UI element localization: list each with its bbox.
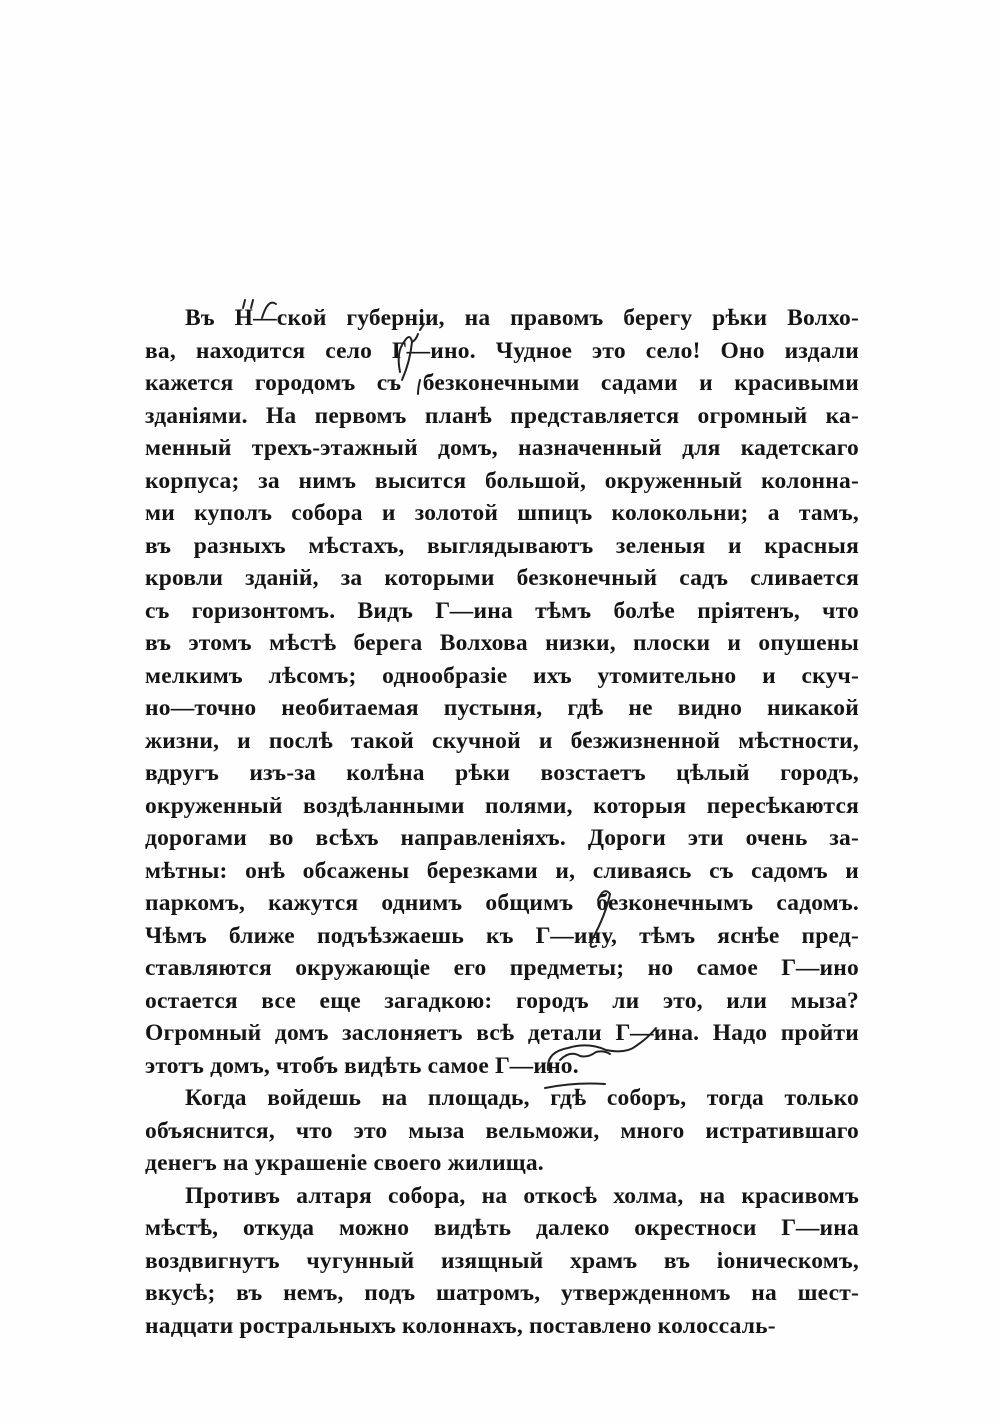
text-line: ми куполъ собора и золотой шпицъ колокольни; а тамъ, (145, 500, 859, 526)
text-line: вкусѣ; въ немъ, подъ шатромъ, утвержденномъ на шест- (145, 1280, 859, 1306)
text-line: кровли зданій, за которыми безконечный садъ сливается (145, 565, 859, 591)
text-line: ва, находится село Г—ино. Чудное это село! Оно издали (145, 337, 859, 364)
body-text (145, 302, 859, 1342)
text-line: вдругъ изъ-за колѣна рѣки возстаетъ цѣлый городъ, (145, 760, 859, 786)
text-line: паркомъ, кажутся однимъ общимъ безконечнымъ садомъ. (145, 890, 859, 916)
text-line: Противъ алтаря собора, на откосѣ холма, на красивомъ (185, 1182, 859, 1209)
text-line: дорогами во всѣхъ направленіяхъ. Дороги эти очень за- (145, 825, 859, 851)
text-line: съ горизонтомъ. Видъ Г—ина тѣмъ болѣе пріятенъ, что (145, 597, 859, 624)
text-line: менный трехъ-этажный домъ, назначенный для кадетскаго (145, 435, 859, 461)
text-line: денегъ на украшеніе своего жилища. (145, 1150, 544, 1176)
text-line: Чѣмъ ближе подъѣзжаешь къ Г—ину, тѣмъ яснѣе пред- (145, 922, 859, 949)
text-line: этотъ домъ, чтобъ видѣть самое Г—ино. (145, 1052, 579, 1079)
text-line: въ этомъ мѣстѣ берега Волхова низки, плоски и опушены (145, 630, 859, 656)
text-line: объяснится, что это мыза вельможи, много истратившаго (145, 1117, 859, 1144)
text-line: Огромный домъ заслоняетъ всѣ детали Г—ина. Надо пройти (145, 1020, 859, 1046)
text-line: мѣтны: онѣ обсажены березками и, сливаясь съ садомъ и (145, 857, 859, 884)
text-line: но—точно необитаемая пустыня, гдѣ не видно никакой (145, 695, 859, 721)
text-line: мѣстѣ, откуда можно видѣть далеко окрестноси Г—ина (145, 1215, 859, 1241)
text-line: мелкимъ лѣсомъ; однообразіе ихъ утомительно и скуч- (145, 662, 859, 689)
text-line: зданіями. На первомъ планѣ представляется огромный ка- (145, 402, 859, 429)
text-line: воздвигнутъ чугунный изящный храмъ въ іоническомъ, (145, 1247, 859, 1274)
text-line: жизни, и послѣ такой скучной и безжизненной мѣстности, (145, 727, 859, 754)
text-line: остается все еще загадкою: городъ ли это, или мыза? (145, 987, 859, 1014)
text-line: надцати ростральныхъ колоннахъ, поставлено колоссаль- (145, 1312, 776, 1339)
text-line: кажется городомъ съ безконечными садами и красивыми (145, 370, 859, 396)
text-line: Въ Н—ской губерніи, на правомъ берегу рѣки Волхо- (185, 305, 859, 331)
text-line: въ разныхъ мѣстахъ, выглядываютъ зеленыя и красныя (145, 532, 859, 559)
text-line: корпуса; за нимъ высится большой, окруженный колонна- (145, 467, 859, 494)
text-line: окруженный воздѣланными полями, которыя пересѣкаются (145, 792, 859, 819)
text-line: ставляются окружающіе его предметы; но самое Г—ино (145, 955, 859, 981)
text-line: Когда войдешь на площадь, гдѣ соборъ, тогда только (185, 1085, 859, 1111)
